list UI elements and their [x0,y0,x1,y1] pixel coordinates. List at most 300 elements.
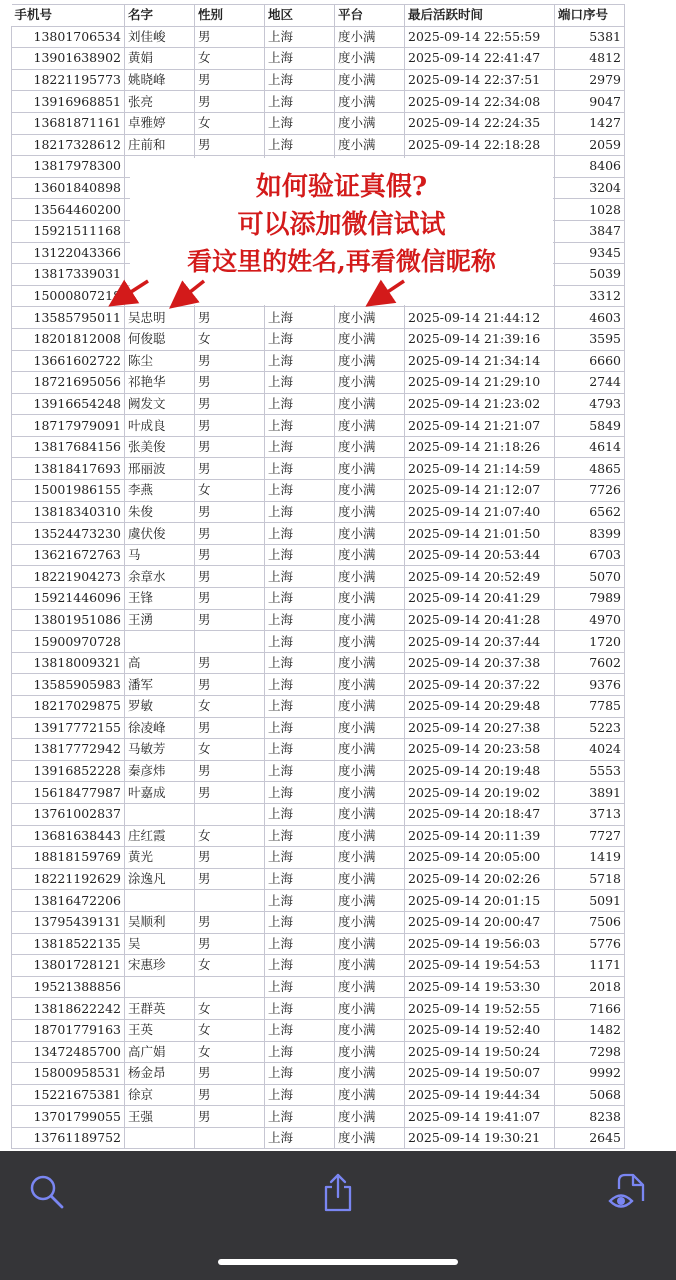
cell-port-number[interactable]: 5223 [555,717,625,739]
cell-platform[interactable]: 度小满 [335,911,405,933]
cell-region[interactable]: 上海 [265,911,335,933]
cell-port-number[interactable]: 7785 [555,696,625,718]
cell-region[interactable]: 上海 [265,544,335,566]
cell-name[interactable]: 徐凌峰 [125,717,195,739]
cell-platform[interactable]: 度小满 [335,501,405,523]
cell-name[interactable]: 王湧 [125,609,195,631]
cell-name[interactable]: 王英 [125,1019,195,1041]
cell-phone[interactable]: 13761189752 [12,1127,125,1149]
cell-name[interactable]: 庄前和 [125,134,195,156]
cell-phone[interactable]: 13817978300 [12,156,125,178]
cell-platform[interactable]: 度小满 [335,890,405,912]
cell-phone[interactable]: 18701779163 [12,1019,125,1041]
cell-last-active[interactable]: 2025-09-14 19:56:03 [405,933,555,955]
cell-last-active[interactable]: 2025-09-14 20:05:00 [405,847,555,869]
cell-last-active[interactable]: 2025-09-14 20:02:26 [405,868,555,890]
cell-last-active[interactable]: 2025-09-14 20:00:47 [405,911,555,933]
cell-port-number[interactable]: 5553 [555,760,625,782]
cell-port-number[interactable]: 2744 [555,372,625,394]
cell-region[interactable]: 上海 [265,307,335,329]
cell-phone[interactable]: 13817339031 [12,264,125,286]
cell-platform[interactable]: 度小满 [335,436,405,458]
cell-gender[interactable]: 男 [195,674,265,696]
cell-last-active[interactable]: 2025-09-14 22:41:47 [405,48,555,70]
cell-last-active[interactable]: 2025-09-14 20:23:58 [405,739,555,761]
cell-name[interactable]: 吴顺利 [125,911,195,933]
cell-port-number[interactable]: 7506 [555,911,625,933]
cell-region[interactable]: 上海 [265,566,335,588]
cell-region[interactable]: 上海 [265,48,335,70]
cell-region[interactable]: 上海 [265,868,335,890]
cell-last-active[interactable]: 2025-09-14 20:37:22 [405,674,555,696]
cell-gender[interactable]: 男 [195,652,265,674]
cell-last-active[interactable]: 2025-09-14 22:24:35 [405,112,555,134]
cell-last-active[interactable]: 2025-09-14 19:52:55 [405,998,555,1020]
cell-gender[interactable]: 女 [195,112,265,134]
cell-gender[interactable] [195,631,265,653]
cell-port-number[interactable]: 1427 [555,112,625,134]
cell-phone[interactable]: 13585795011 [12,307,125,329]
header-port-number[interactable]: 端口序号 [555,5,625,27]
cell-last-active[interactable]: 2025-09-14 22:18:28 [405,134,555,156]
cell-phone[interactable]: 13122043366 [12,242,125,264]
cell-last-active[interactable]: 2025-09-14 21:14:59 [405,458,555,480]
header-region[interactable]: 地区 [265,5,335,27]
cell-phone[interactable]: 15618477987 [12,782,125,804]
cell-region[interactable]: 上海 [265,112,335,134]
cell-platform[interactable]: 度小满 [335,480,405,502]
cell-port-number[interactable]: 1482 [555,1019,625,1041]
cell-region[interactable]: 上海 [265,1106,335,1128]
cell-port-number[interactable]: 3204 [555,177,625,199]
cell-name[interactable]: 王强 [125,1106,195,1128]
cell-platform[interactable]: 度小满 [335,674,405,696]
cell-name[interactable]: 高 [125,652,195,674]
cell-phone[interactable]: 13801706534 [12,26,125,48]
cell-platform[interactable]: 度小满 [335,48,405,70]
cell-name[interactable]: 王群英 [125,998,195,1020]
cell-gender[interactable]: 男 [195,566,265,588]
cell-phone[interactable]: 13816472206 [12,890,125,912]
cell-phone[interactable]: 13621672763 [12,544,125,566]
cell-platform[interactable]: 度小满 [335,609,405,631]
cell-platform[interactable]: 度小满 [335,868,405,890]
cell-port-number[interactable]: 2645 [555,1127,625,1149]
cell-region[interactable]: 上海 [265,26,335,48]
cell-port-number[interactable]: 6562 [555,501,625,523]
cell-region[interactable]: 上海 [265,782,335,804]
cell-gender[interactable] [195,976,265,998]
cell-port-number[interactable]: 7166 [555,998,625,1020]
cell-port-number[interactable]: 2018 [555,976,625,998]
cell-gender[interactable]: 男 [195,911,265,933]
cell-phone[interactable]: 18818159769 [12,847,125,869]
cell-last-active[interactable]: 2025-09-14 20:41:28 [405,609,555,631]
cell-name[interactable]: 卓雅婷 [125,112,195,134]
cell-platform[interactable]: 度小满 [335,393,405,415]
cell-region[interactable]: 上海 [265,739,335,761]
cell-region[interactable]: 上海 [265,69,335,91]
cell-phone[interactable]: 15921511168 [12,220,125,242]
cell-name[interactable] [125,631,195,653]
cell-gender[interactable]: 男 [195,523,265,545]
cell-platform[interactable]: 度小满 [335,998,405,1020]
cell-phone[interactable]: 13801951086 [12,609,125,631]
cell-gender[interactable] [195,890,265,912]
cell-gender[interactable]: 男 [195,717,265,739]
cell-name[interactable]: 何俊聪 [125,328,195,350]
cell-port-number[interactable]: 9376 [555,674,625,696]
cell-name[interactable]: 李燕 [125,480,195,502]
cell-gender[interactable]: 男 [195,782,265,804]
cell-phone[interactable]: 13661602722 [12,350,125,372]
cell-gender[interactable]: 男 [195,501,265,523]
cell-platform[interactable]: 度小满 [335,739,405,761]
cell-platform[interactable]: 度小满 [335,760,405,782]
cell-phone[interactable]: 13801728121 [12,955,125,977]
cell-region[interactable]: 上海 [265,480,335,502]
cell-name[interactable]: 吴 [125,933,195,955]
cell-gender[interactable]: 女 [195,48,265,70]
cell-gender[interactable]: 男 [195,436,265,458]
cell-name[interactable] [125,803,195,825]
cell-name[interactable]: 秦彦炜 [125,760,195,782]
cell-region[interactable]: 上海 [265,717,335,739]
cell-last-active[interactable]: 2025-09-14 19:50:07 [405,1063,555,1085]
cell-phone[interactable]: 18221904273 [12,566,125,588]
cell-phone[interactable]: 13818340310 [12,501,125,523]
cell-region[interactable]: 上海 [265,458,335,480]
cell-name[interactable]: 朱俊 [125,501,195,523]
cell-last-active[interactable]: 2025-09-14 19:44:34 [405,1084,555,1106]
cell-last-active[interactable]: 2025-09-14 20:53:44 [405,544,555,566]
cell-phone[interactable]: 13817684156 [12,436,125,458]
cell-name[interactable]: 叶嘉成 [125,782,195,804]
cell-platform[interactable]: 度小满 [335,91,405,113]
cell-gender[interactable]: 男 [195,307,265,329]
cell-platform[interactable]: 度小满 [335,112,405,134]
cell-region[interactable]: 上海 [265,609,335,631]
cell-gender[interactable]: 女 [195,955,265,977]
cell-gender[interactable]: 男 [195,415,265,437]
cell-name[interactable]: 余章水 [125,566,195,588]
cell-platform[interactable]: 度小满 [335,134,405,156]
cell-platform[interactable]: 度小满 [335,458,405,480]
cell-name[interactable]: 马敏芳 [125,739,195,761]
cell-gender[interactable]: 男 [195,1063,265,1085]
cell-name[interactable]: 刘佳峻 [125,26,195,48]
cell-region[interactable]: 上海 [265,588,335,610]
cell-port-number[interactable]: 4812 [555,48,625,70]
cell-port-number[interactable]: 5039 [555,264,625,286]
cell-name[interactable]: 黄光 [125,847,195,869]
cell-phone[interactable]: 19521388856 [12,976,125,998]
cell-region[interactable]: 上海 [265,350,335,372]
cell-region[interactable]: 上海 [265,955,335,977]
cell-last-active[interactable]: 2025-09-14 20:19:48 [405,760,555,782]
cell-port-number[interactable]: 3713 [555,803,625,825]
cell-platform[interactable]: 度小满 [335,825,405,847]
cell-last-active[interactable]: 2025-09-14 21:44:12 [405,307,555,329]
cell-port-number[interactable]: 9047 [555,91,625,113]
cell-name[interactable]: 高广娟 [125,1041,195,1063]
cell-port-number[interactable]: 1171 [555,955,625,977]
cell-name[interactable]: 祁艳华 [125,372,195,394]
cell-gender[interactable]: 男 [195,588,265,610]
cell-port-number[interactable]: 5091 [555,890,625,912]
cell-name[interactable]: 王锋 [125,588,195,610]
cell-last-active[interactable]: 2025-09-14 20:19:02 [405,782,555,804]
cell-platform[interactable]: 度小满 [335,26,405,48]
header-phone[interactable]: 手机号 [12,5,125,27]
cell-name[interactable] [125,1127,195,1149]
cell-phone[interactable]: 13916654248 [12,393,125,415]
cell-last-active[interactable]: 2025-09-14 21:07:40 [405,501,555,523]
cell-gender[interactable]: 男 [195,868,265,890]
cell-port-number[interactable]: 2059 [555,134,625,156]
cell-name[interactable]: 虞伏俊 [125,523,195,545]
cell-phone[interactable]: 15001986155 [12,480,125,502]
cell-region[interactable]: 上海 [265,372,335,394]
cell-platform[interactable]: 度小满 [335,717,405,739]
cell-region[interactable]: 上海 [265,1041,335,1063]
cell-name[interactable]: 邢丽波 [125,458,195,480]
cell-gender[interactable]: 男 [195,609,265,631]
cell-name[interactable]: 徐京 [125,1084,195,1106]
cell-last-active[interactable]: 2025-09-14 20:37:38 [405,652,555,674]
cell-gender[interactable]: 男 [195,26,265,48]
cell-region[interactable]: 上海 [265,134,335,156]
cell-port-number[interactable]: 4970 [555,609,625,631]
cell-region[interactable]: 上海 [265,631,335,653]
cell-port-number[interactable]: 4793 [555,393,625,415]
cell-name[interactable]: 吴忠明 [125,307,195,329]
cell-name[interactable]: 叶成良 [125,415,195,437]
cell-region[interactable]: 上海 [265,1063,335,1085]
cell-phone[interactable]: 15900970728 [12,631,125,653]
cell-phone[interactable]: 13795439131 [12,911,125,933]
cell-platform[interactable]: 度小满 [335,566,405,588]
cell-platform[interactable]: 度小满 [335,307,405,329]
cell-last-active[interactable]: 2025-09-14 19:50:24 [405,1041,555,1063]
cell-name[interactable]: 宋惠珍 [125,955,195,977]
cell-phone[interactable]: 15221675381 [12,1084,125,1106]
cell-platform[interactable]: 度小满 [335,1019,405,1041]
cell-last-active[interactable]: 2025-09-14 20:18:47 [405,803,555,825]
cell-port-number[interactable]: 8399 [555,523,625,545]
cell-port-number[interactable]: 3595 [555,328,625,350]
header-gender[interactable]: 性别 [195,5,265,27]
cell-region[interactable]: 上海 [265,803,335,825]
cell-platform[interactable]: 度小满 [335,350,405,372]
cell-last-active[interactable]: 2025-09-14 19:52:40 [405,1019,555,1041]
cell-platform[interactable]: 度小满 [335,933,405,955]
cell-gender[interactable]: 男 [195,350,265,372]
cell-port-number[interactable]: 8406 [555,156,625,178]
cell-name[interactable]: 潘军 [125,674,195,696]
search-button[interactable] [22,1167,72,1217]
cell-phone[interactable]: 13901638902 [12,48,125,70]
cell-last-active[interactable]: 2025-09-14 20:41:29 [405,588,555,610]
cell-phone[interactable]: 13761002837 [12,803,125,825]
cell-name[interactable]: 阙发文 [125,393,195,415]
cell-region[interactable]: 上海 [265,1084,335,1106]
cell-port-number[interactable]: 7989 [555,588,625,610]
cell-phone[interactable]: 13818009321 [12,652,125,674]
cell-region[interactable]: 上海 [265,328,335,350]
cell-region[interactable]: 上海 [265,976,335,998]
cell-name[interactable]: 黄娟 [125,48,195,70]
cell-last-active[interactable]: 2025-09-14 20:52:49 [405,566,555,588]
cell-platform[interactable]: 度小满 [335,372,405,394]
cell-region[interactable]: 上海 [265,998,335,1020]
cell-last-active[interactable]: 2025-09-14 19:30:21 [405,1127,555,1149]
cell-gender[interactable]: 男 [195,393,265,415]
cell-phone[interactable]: 13917772155 [12,717,125,739]
cell-region[interactable]: 上海 [265,523,335,545]
cell-region[interactable]: 上海 [265,825,335,847]
cell-region[interactable]: 上海 [265,652,335,674]
cell-port-number[interactable]: 5381 [555,26,625,48]
cell-region[interactable]: 上海 [265,760,335,782]
cell-platform[interactable]: 度小满 [335,1084,405,1106]
cell-region[interactable]: 上海 [265,847,335,869]
cell-region[interactable]: 上海 [265,674,335,696]
cell-name[interactable]: 杨金昂 [125,1063,195,1085]
cell-port-number[interactable]: 5070 [555,566,625,588]
cell-port-number[interactable]: 7298 [555,1041,625,1063]
cell-port-number[interactable]: 1419 [555,847,625,869]
cell-last-active[interactable]: 2025-09-14 20:01:15 [405,890,555,912]
cell-gender[interactable]: 女 [195,1041,265,1063]
cell-phone[interactable]: 13681638443 [12,825,125,847]
cell-last-active[interactable]: 2025-09-14 21:21:07 [405,415,555,437]
cell-gender[interactable]: 男 [195,1106,265,1128]
cell-port-number[interactable]: 7726 [555,480,625,502]
cell-name[interactable]: 罗敏 [125,696,195,718]
cell-port-number[interactable]: 5068 [555,1084,625,1106]
cell-gender[interactable]: 女 [195,480,265,502]
cell-platform[interactable]: 度小满 [335,955,405,977]
cell-gender[interactable]: 男 [195,760,265,782]
cell-gender[interactable]: 女 [195,739,265,761]
cell-port-number[interactable]: 5849 [555,415,625,437]
cell-port-number[interactable]: 4024 [555,739,625,761]
cell-last-active[interactable]: 2025-09-14 21:12:07 [405,480,555,502]
cell-platform[interactable]: 度小满 [335,696,405,718]
cell-platform[interactable]: 度小满 [335,1063,405,1085]
cell-phone[interactable]: 18717979091 [12,415,125,437]
cell-port-number[interactable]: 3847 [555,220,625,242]
cell-port-number[interactable]: 6660 [555,350,625,372]
cell-platform[interactable]: 度小满 [335,588,405,610]
cell-phone[interactable]: 18221195773 [12,69,125,91]
cell-region[interactable]: 上海 [265,436,335,458]
cell-phone[interactable]: 13585905983 [12,674,125,696]
cell-last-active[interactable]: 2025-09-14 20:37:44 [405,631,555,653]
cell-last-active[interactable]: 2025-09-14 20:11:39 [405,825,555,847]
cell-phone[interactable]: 15800958531 [12,1063,125,1085]
cell-last-active[interactable]: 2025-09-14 21:01:50 [405,523,555,545]
share-button[interactable] [313,1167,363,1217]
cell-last-active[interactable]: 2025-09-14 22:34:08 [405,91,555,113]
cell-gender[interactable] [195,1127,265,1149]
cell-port-number[interactable]: 3891 [555,782,625,804]
cell-port-number[interactable]: 1028 [555,199,625,221]
cell-phone[interactable]: 13818417693 [12,458,125,480]
cell-port-number[interactable]: 6703 [555,544,625,566]
cell-last-active[interactable]: 2025-09-14 19:53:30 [405,976,555,998]
cell-platform[interactable]: 度小满 [335,415,405,437]
cell-platform[interactable]: 度小满 [335,523,405,545]
cell-phone[interactable]: 13701799055 [12,1106,125,1128]
cell-phone[interactable]: 18221192629 [12,868,125,890]
cell-gender[interactable]: 男 [195,933,265,955]
cell-name[interactable]: 张亮 [125,91,195,113]
cell-gender[interactable]: 男 [195,458,265,480]
cell-gender[interactable]: 女 [195,998,265,1020]
cell-gender[interactable]: 女 [195,328,265,350]
cell-phone[interactable]: 13817772942 [12,739,125,761]
cell-gender[interactable]: 男 [195,544,265,566]
cell-port-number[interactable]: 5776 [555,933,625,955]
cell-platform[interactable]: 度小满 [335,847,405,869]
cell-last-active[interactable]: 2025-09-14 21:34:14 [405,350,555,372]
cell-phone[interactable]: 18721695056 [12,372,125,394]
cell-last-active[interactable]: 2025-09-14 22:55:59 [405,26,555,48]
cell-port-number[interactable]: 2979 [555,69,625,91]
cell-phone[interactable]: 13601840898 [12,177,125,199]
cell-port-number[interactable]: 4603 [555,307,625,329]
cell-port-number[interactable]: 9992 [555,1063,625,1085]
cell-last-active[interactable]: 2025-09-14 20:27:38 [405,717,555,739]
cell-region[interactable]: 上海 [265,890,335,912]
cell-last-active[interactable]: 2025-09-14 21:23:02 [405,393,555,415]
cell-last-active[interactable]: 2025-09-14 22:37:51 [405,69,555,91]
cell-phone[interactable]: 13681871161 [12,112,125,134]
cell-phone[interactable]: 18201812008 [12,328,125,350]
cell-platform[interactable]: 度小满 [335,782,405,804]
cell-last-active[interactable]: 2025-09-14 21:29:10 [405,372,555,394]
cell-platform[interactable]: 度小满 [335,1127,405,1149]
cell-port-number[interactable]: 7727 [555,825,625,847]
cell-phone[interactable]: 15000807218 [12,285,125,307]
cell-port-number[interactable]: 9345 [555,242,625,264]
cell-phone[interactable]: 13818622242 [12,998,125,1020]
cell-region[interactable]: 上海 [265,933,335,955]
cell-gender[interactable]: 男 [195,91,265,113]
cell-port-number[interactable]: 7602 [555,652,625,674]
cell-region[interactable]: 上海 [265,696,335,718]
cell-last-active[interactable]: 2025-09-14 20:29:48 [405,696,555,718]
cell-phone[interactable]: 18217029875 [12,696,125,718]
cell-name[interactable]: 陈尘 [125,350,195,372]
cell-region[interactable]: 上海 [265,1019,335,1041]
cell-phone[interactable]: 15921446096 [12,588,125,610]
cell-phone[interactable]: 13472485700 [12,1041,125,1063]
cell-region[interactable]: 上海 [265,1127,335,1149]
cell-platform[interactable]: 度小满 [335,803,405,825]
header-name[interactable]: 名字 [125,5,195,27]
cell-name[interactable]: 庄红霞 [125,825,195,847]
cell-phone[interactable]: 13916852228 [12,760,125,782]
cell-port-number[interactable]: 4614 [555,436,625,458]
cell-last-active[interactable]: 2025-09-14 21:18:26 [405,436,555,458]
cell-last-active[interactable]: 2025-09-14 21:39:16 [405,328,555,350]
cell-platform[interactable]: 度小满 [335,544,405,566]
cell-phone[interactable]: 18217328612 [12,134,125,156]
cell-name[interactable]: 马 [125,544,195,566]
